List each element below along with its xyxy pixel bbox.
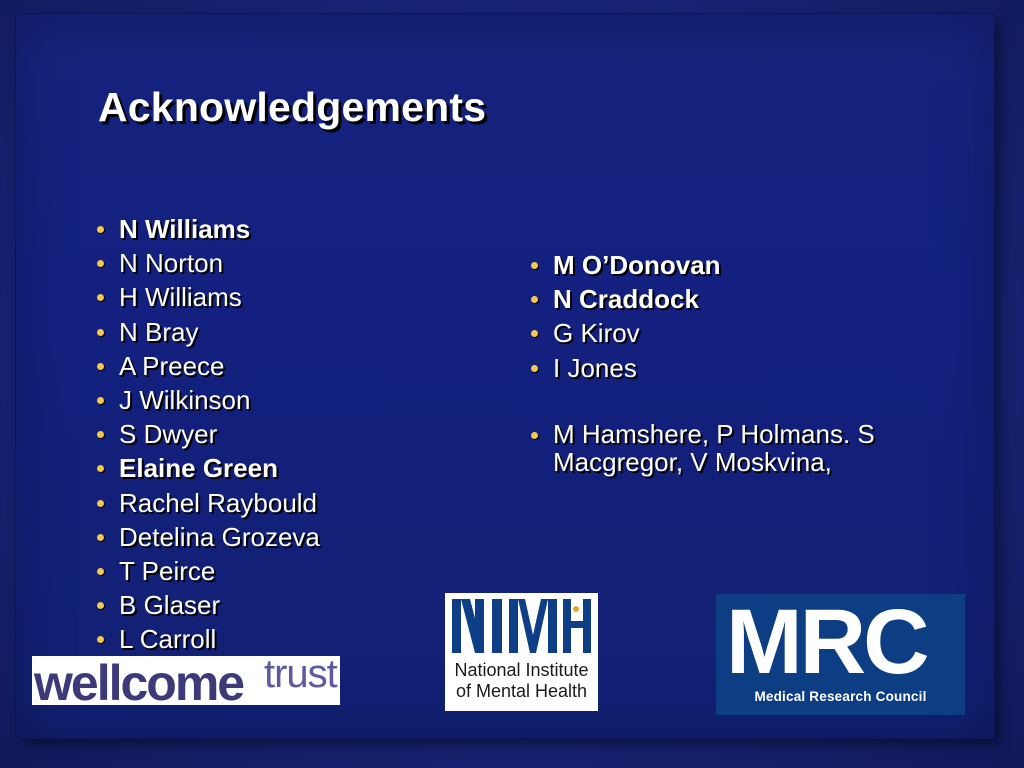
bullet-icon [531, 432, 538, 439]
list-item-text: M Hamshere, P Holmans. S Macgregor, V Moskvina, [553, 419, 875, 477]
mrc-logo [716, 591, 965, 715]
bullet-icon [97, 329, 104, 336]
list-item [97, 486, 320, 520]
list-item-text: N Craddock [553, 284, 699, 315]
mrc-logo-subtitle: Medical Research Council [754, 689, 927, 704]
bullet-icon [97, 568, 104, 575]
bullet-icon [531, 365, 538, 372]
nimh-caption-line2: of Mental Health [455, 681, 588, 701]
acknowledgement-list-right-extra [531, 420, 933, 476]
list-item [531, 351, 721, 385]
list-item [97, 622, 320, 656]
list-item [97, 383, 320, 417]
list-item-text: A Preece [119, 350, 225, 381]
nimh-caption [445, 660, 598, 702]
list-item [97, 554, 320, 588]
list-item-text: H Williams [119, 282, 242, 313]
list-item-text: B Glaser [119, 590, 221, 621]
list-item [97, 588, 320, 622]
wellcome-trust-logo [32, 656, 340, 705]
list-item-text: T Peirce [119, 556, 216, 587]
bullet-icon [97, 465, 104, 472]
list-item-text: N Williams [119, 214, 251, 244]
nimh-logo [445, 593, 598, 711]
list-item-text: I Jones [553, 352, 637, 383]
bullet-icon [97, 534, 104, 541]
list-item [97, 315, 320, 349]
mrc-logo-letters: MRC [726, 591, 927, 693]
list-item-text: Elaine Green [119, 453, 278, 484]
bullet-icon [531, 296, 538, 303]
list-item [97, 246, 320, 280]
list-item-text: G Kirov [553, 318, 640, 349]
list-item [531, 282, 721, 316]
slide-title: Acknowledgements [98, 84, 487, 130]
bullet-icon [97, 260, 104, 267]
list-item-text: N Bray [119, 316, 199, 347]
acknowledgement-list-left [97, 212, 320, 657]
bullet-icon [97, 500, 104, 507]
bullet-icon [531, 262, 538, 269]
list-item [97, 417, 320, 451]
bullet-icon [531, 330, 538, 337]
nimh-letters-icon [450, 597, 593, 657]
list-item-text: Rachel Raybould [119, 487, 318, 518]
list-item [531, 420, 933, 476]
list-item [531, 316, 721, 350]
wellcome-logo-main: wellcome [34, 656, 244, 705]
list-item-text: N Norton [119, 248, 224, 279]
list-item-text: L Carroll [119, 624, 217, 655]
bullet-icon [97, 602, 104, 609]
bullet-icon [97, 636, 104, 643]
list-item [97, 520, 320, 554]
bullet-icon [97, 226, 104, 233]
bullet-icon [97, 397, 104, 404]
list-item [97, 349, 320, 383]
list-item [97, 280, 320, 314]
bullet-icon [97, 294, 104, 301]
list-item-text: Detelina Grozeva [119, 521, 320, 552]
list-item-text: M O’Donovan [553, 250, 721, 280]
list-item-text: J Wilkinson [119, 385, 251, 416]
list-item [531, 248, 721, 282]
acknowledgement-list-right [531, 248, 721, 385]
nimh-caption-line1: National Institute [454, 660, 589, 680]
list-item [97, 212, 320, 246]
bullet-icon [97, 363, 104, 370]
list-item-text: S Dwyer [119, 419, 218, 450]
list-item [97, 451, 320, 485]
bullet-icon [97, 431, 104, 438]
wellcome-logo-trust: trust [264, 656, 337, 696]
